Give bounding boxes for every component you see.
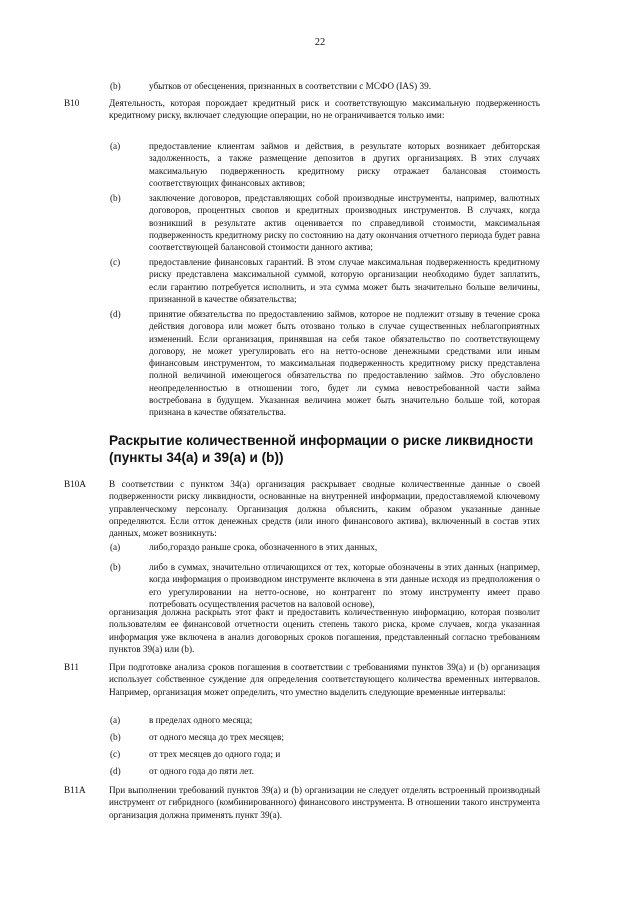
sub-item-text: заключение договоров, представляющих собой производные инструменты, например, валютных договоров, процентных свопов и кредитных производных инструментов. В случаях, когда возникший в результате актив оценивается по справедливой стоимости, максимальная подверженность кредитному риску по состоянию на дату окончания отчетного периода будет равна соответствующей балансовой стоимости данного актива; (149, 193, 540, 253)
section-heading: Раскрытие количественной информации о риске ликвидности (пункты 34(a) и 39(a) и (b)) (109, 433, 534, 465)
sub-item-text: либо,гораздо раньше срока, обозначенного в этих данных, (149, 542, 378, 552)
sub-item-label: (b) (110, 732, 121, 742)
paragraph-b10a-text: В соответствии с пунктом 34(a) организация раскрывает сводные количественные данные о своей подверженности риску ликвидности, основанные на внутренней информации, предоставляемой ключевому управленческому персоналу. Организация должна объяснить, каким образом указанные данные определяются. Если отток денежных средств (или иного финансового актива), включенный в состав этих данных, может возникнуть: (109, 479, 540, 539)
sub-item-text: либо в суммах, значительно отличающихся от тех, которые обозначены в этих данных (например, когда информация о производном инструменте включена в эти данные исходя из предположения о его урегулировании на нетто-основе, но контрагент по этому инструменту имеет право потребовать осуществления расчетов на валовой основе), (149, 562, 540, 609)
sub-item-text: предоставление клиентам займов и действия, в результате которых возникает дебиторская задолженность, а также размещение депозитов в других организациях. В этих случаях максимальную подверженность кредитному риску отражает балансовая стоимость соответствующих финансовых активов; (149, 141, 540, 188)
sub-item-label: (b) (110, 193, 121, 203)
paragraph-id-b10: B10 (64, 98, 80, 108)
sub-item-text: убытков от обесценения, признанных в соответствии с МСФО (IAS) 39. (149, 81, 431, 91)
sub-item-label: (c) (110, 749, 121, 759)
paragraph-id-b11: B11 (64, 662, 79, 672)
sub-item-text: от трех месяцев до одного года; и (149, 749, 281, 759)
page-number: 22 (314, 37, 326, 48)
paragraph-b11-text: При подготовке анализа сроков погашения в соответствии с требованиями пунктов 39(a) и (b) организация использует собственное суждение для определения соответствующего количества временных интервалов. Например, организация может определить, что уместно выделить следующие временные интервалы: (109, 662, 540, 697)
sub-item-label: (c) (110, 257, 121, 267)
sub-item-text: от одного месяца до трех месяцев; (149, 732, 284, 742)
sub-item-text: предоставление финансовых гарантий. В этом случае максимальная подверженность кредитному риску представлена максимальной суммой, которую организации необходимо будет заплатить, если гарантию потребуется исполнить, и эта сумма может быть значительно больше величины, признанной в качестве обязательства; (149, 257, 540, 304)
sub-item-text: принятие обязательства по предоставлению займов, которое не подлежит отзыву в течение срока действия договора или может быть отозвано только в случае существенных неблагоприятных изменений. Если организация, принявшая на себя такое обязательство по соответствующему договору, не может урегулировать его на нетто-основе денежными средствами или иным финансовым инструментом, то максимальная подверженность кредитному риску представлена полной величиной имеющегося обязательства по предоставлению займов. Это обусловлено неопределенностью в отношении того, будет ли сумма невостребованной части займа востребована в будущем. Указанная величина может быть значительно больше той, которая признана в качестве обязательства. (149, 309, 540, 418)
paragraph-b11a-text: При выполнении требований пунктов 39(a) и (b) организации не следует отделять встроенный производный инструмент от гибридного (комбинированного) финансового инструмента. В отношении такого инструмента организация должна применять пункт 39(a). (109, 785, 540, 820)
sub-item-label: (a) (110, 542, 121, 552)
sub-item-label: (b) (110, 562, 121, 572)
sub-item-label: (a) (110, 715, 121, 725)
sub-item-text: в пределах одного месяца; (149, 715, 253, 725)
paragraph-b10-text: Деятельность, которая порождает кредитный риск и соответствующую максимальную подверженность кредитному риску, включает следующие операции, но не ограничивается только ими: (109, 98, 540, 121)
sub-item-label: (d) (110, 766, 121, 776)
sub-item-text: от одного года до пяти лет. (149, 766, 254, 776)
sub-item-label: (b) (110, 81, 121, 91)
paragraph-b10a-closing: организация должна раскрыть этот факт и предоставить количественную информацию, которая позволит пользователям ее финансовой отчетности оценить степень такого риска, кроме случаев, когда указанная информация уже включена в анализ договорных сроков погашения, представленный согласно требованиям пунктов 39(a) или (b). (109, 607, 540, 654)
paragraph-id-b10a: B10A (64, 479, 86, 489)
sub-item-label: (d) (110, 309, 121, 319)
paragraph-id-b11a: B11A (64, 785, 86, 795)
sub-item-label: (a) (110, 141, 121, 151)
